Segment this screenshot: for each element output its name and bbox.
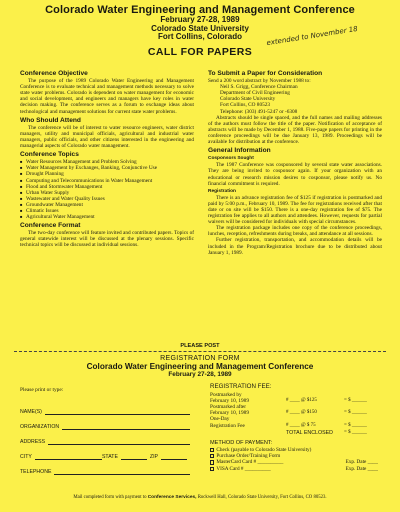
attend-heading: Who Should Attend bbox=[20, 116, 81, 124]
zip-field[interactable] bbox=[161, 454, 187, 460]
option-label: Check (payable to Colorado State University) bbox=[216, 446, 312, 453]
right-column bbox=[208, 68, 382, 256]
fee-amount[interactable]: = $ ______ bbox=[344, 410, 367, 416]
please-post: PLEASE POST bbox=[180, 343, 220, 349]
topic-item: ■ Water Resources Management and Problem Solving bbox=[20, 159, 194, 165]
address-line: Fort Collins, CO 80523 bbox=[220, 102, 271, 109]
total-spacer bbox=[210, 430, 286, 436]
mailing-instructions bbox=[0, 495, 400, 500]
mail-address: Rockwell Hall, Colorado State University, Fort Collins, CO 80523. bbox=[197, 495, 327, 500]
topic-item: ■ Climatic Issues bbox=[20, 208, 194, 214]
checkbox-icon[interactable] bbox=[210, 454, 214, 458]
name-label: NAME(S) bbox=[20, 409, 42, 415]
fee-line-a: Postmarked by bbox=[210, 392, 242, 399]
address-line: Neil S. Grigg, Conference Chairman bbox=[220, 84, 298, 91]
address-line: Colorado State University bbox=[220, 96, 276, 103]
form-prompt: Please print or type: bbox=[20, 387, 64, 393]
fee-quantity[interactable]: # ____ @ $150 bbox=[286, 410, 317, 416]
phone-row bbox=[20, 460, 190, 475]
registration-header bbox=[0, 355, 400, 378]
conference-dates: February 27-28, 1989 bbox=[160, 15, 240, 24]
address-label: ADDRESS bbox=[20, 439, 46, 445]
topic-item: ■ Computing and Telecommunications in Water Management bbox=[20, 178, 194, 184]
cosponsors-text: The 1987 Conference was cosponsored by several state water associations. They are being invited to cosponsor again. If your organization with an educational or research mission desires to cosponsor, please notify us. No financial commitment is required. bbox=[208, 162, 382, 187]
call-for-papers: CALL FOR PAPERS bbox=[147, 45, 253, 58]
org-row bbox=[20, 415, 190, 430]
mail-organization: Conference Services, bbox=[147, 495, 197, 500]
attend-text: The conference will be of interest to water resource engineers, water district managers, utility and municipal officials, agricultural and industrial water managers, public officials, and other citizens interested in the engineering and managerial aspects of Colorado water management. bbox=[20, 124, 194, 150]
phone-label: TELEPHONE bbox=[20, 469, 52, 475]
general-heading: General Information bbox=[208, 147, 271, 155]
fee-label: February 10, 1989 bbox=[210, 410, 249, 417]
registration-text-3: Further registration, transportation, and accommodation details will be included in the Program/Registration brochure due to be distributed about January 1, 1989. bbox=[208, 237, 382, 256]
topic-item: ■ Drought Planning bbox=[20, 171, 194, 177]
state-label: STATE bbox=[101, 454, 118, 460]
left-column bbox=[20, 68, 194, 256]
fee-section bbox=[210, 384, 386, 472]
chairman-address bbox=[208, 84, 382, 114]
option-label: VISA Card # __________ bbox=[216, 465, 271, 472]
address-line: Department of Civil Engineering bbox=[220, 90, 290, 97]
form-title: REGISTRATION FORM bbox=[160, 355, 240, 362]
total-amount[interactable]: = $ ______ bbox=[344, 429, 367, 435]
phone-field[interactable] bbox=[54, 469, 190, 475]
university: Colorado State University bbox=[151, 23, 249, 33]
format-text: The two-day conference will feature invited and contributed papers. Topics of general statewide interest will be discussed at the plenary sessions. Specific technical topics will be discussed at individual sessions. bbox=[20, 230, 194, 249]
city-label: CITY bbox=[20, 454, 32, 460]
topics-list bbox=[20, 159, 194, 220]
org-field[interactable] bbox=[62, 424, 190, 430]
fee-amount[interactable]: = $ ______ bbox=[344, 422, 367, 428]
city-row bbox=[20, 445, 190, 460]
fee-row-late bbox=[210, 410, 386, 416]
registration-text-2: The registration package includes one copy of the conference proceedings, lunches, reception, refreshments during breaks, and attendance at all sessions. bbox=[208, 225, 382, 238]
address-line: Telephone: (303) 491-5247 or -6308 bbox=[220, 108, 298, 115]
handwritten-note: extended to November 18 bbox=[265, 24, 359, 48]
topic-item: ■ Agricultural Water Management bbox=[20, 214, 194, 220]
fee-label: February 10, 1989 bbox=[210, 398, 249, 405]
city: Fort Collins, Colorado bbox=[158, 32, 242, 42]
cut-line bbox=[14, 351, 386, 352]
option-label: Purchase Order/Training Form bbox=[216, 453, 281, 460]
cosponsors-heading: Cosponsors Sought bbox=[208, 156, 254, 162]
mail-prefix: Mail completed form with payment to bbox=[73, 495, 147, 500]
fee-quantity[interactable]: # ____ @ $ 75 bbox=[286, 422, 316, 428]
topic-item: ■ Groundwater Management bbox=[20, 202, 194, 208]
checkbox-icon[interactable] bbox=[210, 448, 214, 452]
state-field[interactable] bbox=[121, 454, 147, 460]
submit-details: Abstracts should be single spaced, and the full names and mailing addresses of the authors must follow the title of the paper. Notification of acceptance of abstracts will be made by December 1, 1988. Five-page papers for printing in the conference proceedings will be due January 13, 1989. Proceedings will be available for distribution at the conference. bbox=[208, 114, 382, 146]
fee-line-c: One-Day bbox=[210, 416, 230, 423]
total-label: TOTAL ENCLOSED bbox=[286, 429, 333, 436]
city-field[interactable] bbox=[35, 454, 102, 460]
registrant-fields bbox=[20, 387, 190, 475]
total-row bbox=[210, 430, 386, 436]
exp-date[interactable]: Exp. Date ____ bbox=[345, 459, 378, 466]
submit-intro: Send a 200 word abstract by November 1988 to: bbox=[208, 78, 311, 85]
fee-quantity[interactable]: # ____ @ $125 bbox=[286, 398, 317, 404]
payment-visa[interactable] bbox=[210, 466, 386, 472]
name-row bbox=[20, 400, 190, 415]
payment-heading: METHOD OF PAYMENT: bbox=[210, 439, 273, 446]
fee-row-oneday bbox=[210, 423, 386, 429]
exp-date[interactable]: Exp. Date ____ bbox=[345, 465, 378, 472]
topic-item: ■ Urban Water Supply bbox=[20, 190, 194, 196]
option-label: MasterCard Card # __________ bbox=[216, 459, 284, 466]
fee-label: Registration Fee bbox=[210, 422, 245, 429]
submit-heading: To Submit a Paper for Consideration bbox=[208, 70, 323, 77]
objective-heading: Conference Objective bbox=[20, 70, 88, 77]
registration-heading: Registration bbox=[208, 188, 236, 194]
registration-text-1: There is an advance registration fee of $125 if registration is postmarked and paid by 5:00 p.m., February 10, 1989. The fee for registrations received after that date or on site will be $150. There is a one-day registration fee of $75. The registration fee applies to all authors and attendees. However, requests for partial waivers will be considered for individuals with special circumstances. bbox=[208, 194, 382, 226]
body-columns bbox=[20, 68, 382, 256]
zip-label: ZIP bbox=[149, 454, 158, 460]
format-heading: Conference Format bbox=[20, 222, 81, 230]
checkbox-icon[interactable] bbox=[210, 467, 214, 471]
conference-title: Colorado Water Engineering and Management Conference bbox=[45, 4, 355, 16]
org-label: ORGANIZATION bbox=[20, 424, 60, 430]
address-field[interactable] bbox=[48, 439, 190, 445]
fee-heading: REGISTRATION FEE: bbox=[210, 383, 272, 390]
name-field[interactable] bbox=[45, 409, 190, 415]
topic-item: ■ Flood and Stormwater Management bbox=[20, 184, 194, 190]
form-dates: February 27-28, 1989 bbox=[168, 371, 232, 378]
address-row bbox=[20, 430, 190, 445]
fee-line-b: Postmarked after bbox=[210, 404, 247, 411]
objective-text: The purpose of the 1989 Colorado Water Engineering and Management Conference is to evaluate technical and management methods necessary to solve state water problems. Colorado is dependent on water management for economic and social development, and engineers and managers have key roles in water decision making. The conference serves as a forum to exchange ideas about technological and management solutions for current state water problems. bbox=[20, 78, 194, 115]
topic-item: ■ Wastewater and Water Quality Issues bbox=[20, 196, 194, 202]
topics-heading: Conference Topics bbox=[20, 151, 79, 159]
form-conference: Colorado Water Engineering and Management Conference bbox=[86, 362, 314, 371]
checkbox-icon[interactable] bbox=[210, 460, 214, 464]
topic-item: ■ Water Management by Exchanges, Banking, Conjunctive Use bbox=[20, 165, 194, 171]
fee-amount[interactable]: = $ ______ bbox=[344, 398, 367, 404]
